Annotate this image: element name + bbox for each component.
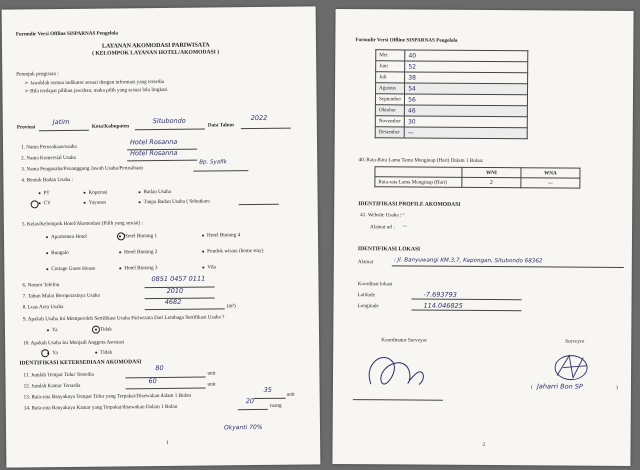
instruction-1: ➢ Jawablah semua indikator sesuai dengan informasi yang tersedia	[24, 78, 165, 87]
q3-answer: Bp. Syafik	[199, 159, 227, 166]
q8-answer: 4682	[164, 297, 182, 306]
table-row: November 30	[375, 116, 527, 128]
page-number: 2	[482, 442, 486, 449]
q13-unit: unit	[286, 391, 295, 398]
stay-table: WNI WNA Rata-rata Lama Menginap (Hari) 2 —	[374, 166, 580, 188]
q41-answer: —	[400, 211, 406, 218]
form-header: Formulir Versi Offline SISPARNAS Pengelola	[15, 30, 119, 38]
alamat-value: : Jl. Banyuwangi KM.3,7, Kapongan, Situbondo 68362	[393, 257, 543, 265]
provinsi-label: Provinsi	[16, 124, 36, 131]
page-number: 1	[166, 439, 169, 446]
monthly-table	[375, 49, 529, 139]
kelas-bintang-1: Hotel Bintang 1	[119, 233, 157, 239]
tahun-label: Data Tahun	[207, 122, 234, 129]
q3-label: 3. Nama Pengusaha/Penanggung Jawab Usaha/Perusahaan	[21, 165, 144, 173]
q14-answer: 20	[245, 397, 255, 406]
q4-label: 4. Bentuk Badan Usaha :	[21, 176, 74, 184]
table-row: September 56	[375, 94, 527, 106]
q5-label: 5. Kelas/Kelompok Hotel/Akomodasi (Pilih yang sesuai) :	[21, 220, 144, 228]
handwritten-note: Okyanti 70%	[223, 423, 263, 432]
instruction-2: ➢ Bila terdapat pilihan jawaban, maka pilih yang sesuai lalu lingkari	[24, 86, 168, 95]
q12-answer: 60	[148, 377, 157, 386]
table-row: Desember —	[375, 127, 527, 139]
q11-unit: unit	[207, 370, 216, 377]
q9-ya: Ya	[47, 327, 58, 333]
kelas-bungalo: Bungalo	[46, 250, 69, 256]
bu-pt: PT	[39, 190, 50, 196]
longitude-value: 114.046825	[423, 301, 463, 310]
q12-unit: unit	[207, 381, 216, 388]
provinsi-value: Jatim	[52, 117, 70, 127]
latitude-label: Latitude	[357, 292, 375, 299]
kelas-apartemen: Apartemen Hotel	[46, 234, 87, 240]
q8-label: 8. Luas Area Usaha	[22, 304, 64, 311]
koordinator-surveyor-label: Koordinator Surveyor	[381, 337, 427, 344]
q8-unit: (m²)	[226, 303, 236, 310]
q2-answer: Hotel Rosanna	[130, 148, 178, 158]
q11-label: 11. Jumlah Tempat Tidur Tersedia	[23, 371, 94, 379]
q10-tidak: Tidak	[95, 350, 112, 356]
surveyor-close-paren: )	[615, 384, 618, 391]
latitude-value: -7.693793	[423, 290, 458, 299]
q11-answer: 80	[155, 363, 164, 373]
table-row: Juni 52	[376, 61, 528, 73]
form-subtitle: ( KELOMPOK LAYANAN HOTEL/AKOMODASI )	[92, 49, 220, 57]
surveyor-open-paren: (	[530, 384, 533, 391]
q9-label: 9. Apakah Usaha Ini Memperoleh Sertifikasi Usaha Pariwisata Dari Lembaga Sertifikasi Usaha ?	[22, 314, 225, 323]
q6-label: 6. Nomor Telefon	[22, 282, 60, 289]
section-lokasi: IDENTIFIKASI LOKASI	[357, 246, 421, 253]
kelas-bintang-4: Hotel Bintang 4	[202, 232, 240, 238]
table-row: Agustus 54	[376, 83, 528, 95]
tahun-value: 2022	[250, 113, 268, 123]
q7-answer: 2010	[166, 286, 184, 295]
q13-label: 13. Rata-rata Banyaknya Tempat Tidur yang Terpakai/Disewakan dalam 1 Bulan	[23, 392, 192, 401]
bu-koperasi: Koperasi	[84, 190, 108, 196]
section-ketersediaan: IDENTIFIKASI KETERSEDIAAN AKOMODASI	[19, 359, 142, 367]
q41-label: 41. Website Usaha :	[360, 212, 402, 219]
q10-ya: Ya	[47, 350, 58, 356]
bu-tanpa: Tanpa Badan Usaha ( Sebutkan:	[139, 198, 211, 205]
kelas-bintang-2: Hotel Bintang 2	[119, 249, 157, 255]
url-label: Alamat url :	[370, 224, 396, 231]
longitude-label: Longitude	[357, 303, 379, 310]
kelas-bintang-3: Hotel Bintang 3	[119, 265, 157, 271]
koordinator-signature	[353, 344, 443, 400]
koordinat-label: Koordinat lokasi	[357, 281, 393, 288]
q14-unit: ruang	[269, 402, 282, 409]
bu-cv: CV	[39, 200, 51, 206]
form-title: LAYANAN AKOMODASI PARIWISATA	[101, 42, 210, 50]
form-page-2	[332, 9, 633, 466]
instructions-heading: Petunjuk pengisian :	[16, 71, 59, 78]
surveyor-name: Jaharri Bon SP	[536, 382, 583, 391]
q1-answer: Hotel Rosanna	[129, 137, 178, 147]
q6-answer: 0851 0457 0111	[151, 274, 206, 284]
kelas-vila: Vila	[202, 264, 216, 270]
q1-label: 1. Nama Perusahaan/usaha	[21, 143, 77, 151]
kota-label: Kota/Kabupaten	[91, 123, 130, 130]
q2-label: 2. Nama Komersial Usaha	[21, 154, 76, 162]
q14-label: 14. Rata-rata Banyaknya Kamar yang Terpakai/disewakan Dalam 1 Bulan	[23, 403, 178, 412]
kelas-pondok: Pondok wisata (home stay)	[202, 248, 263, 255]
form-header: Formulir Versi Offline SISPARNAS Pengelola	[355, 37, 458, 44]
surveyor-label: Surveyor	[565, 338, 585, 345]
section-profile: IDENTIFIKASI PROFILE AKOMODASI	[358, 201, 461, 208]
alamat-label: Alamat	[357, 259, 374, 266]
bu-badan-usaha: Badan Usaha	[138, 189, 171, 195]
bu-yayasan: Yayasan	[84, 200, 106, 206]
table-row: Oktober 46	[375, 105, 527, 117]
q10-label: 10. Apakah Usaha Ini Menjadi Anggota Asosiasi	[23, 339, 125, 347]
form-page-1	[2, 6, 321, 467]
table-row: Mei 40	[376, 50, 528, 62]
q13-answer: 35	[263, 385, 272, 394]
kelas-cottage: Cottage Guest House	[46, 266, 95, 273]
q40-label: 40. Rata-Rata Lama Tamu Menginap (Hari) Dalam 1 Bulan:	[358, 157, 484, 165]
url-answer: —	[402, 223, 408, 230]
q7-label: 7. Tahun Mulai Beroperasinya Usaha	[22, 292, 100, 300]
table-row: Juli 38	[376, 72, 528, 84]
kota-value: Situbondo	[152, 116, 186, 126]
q9-tidak: Tidak	[95, 327, 112, 333]
q12-label: 12. Jumlah Kamar Tersedia	[23, 382, 81, 390]
